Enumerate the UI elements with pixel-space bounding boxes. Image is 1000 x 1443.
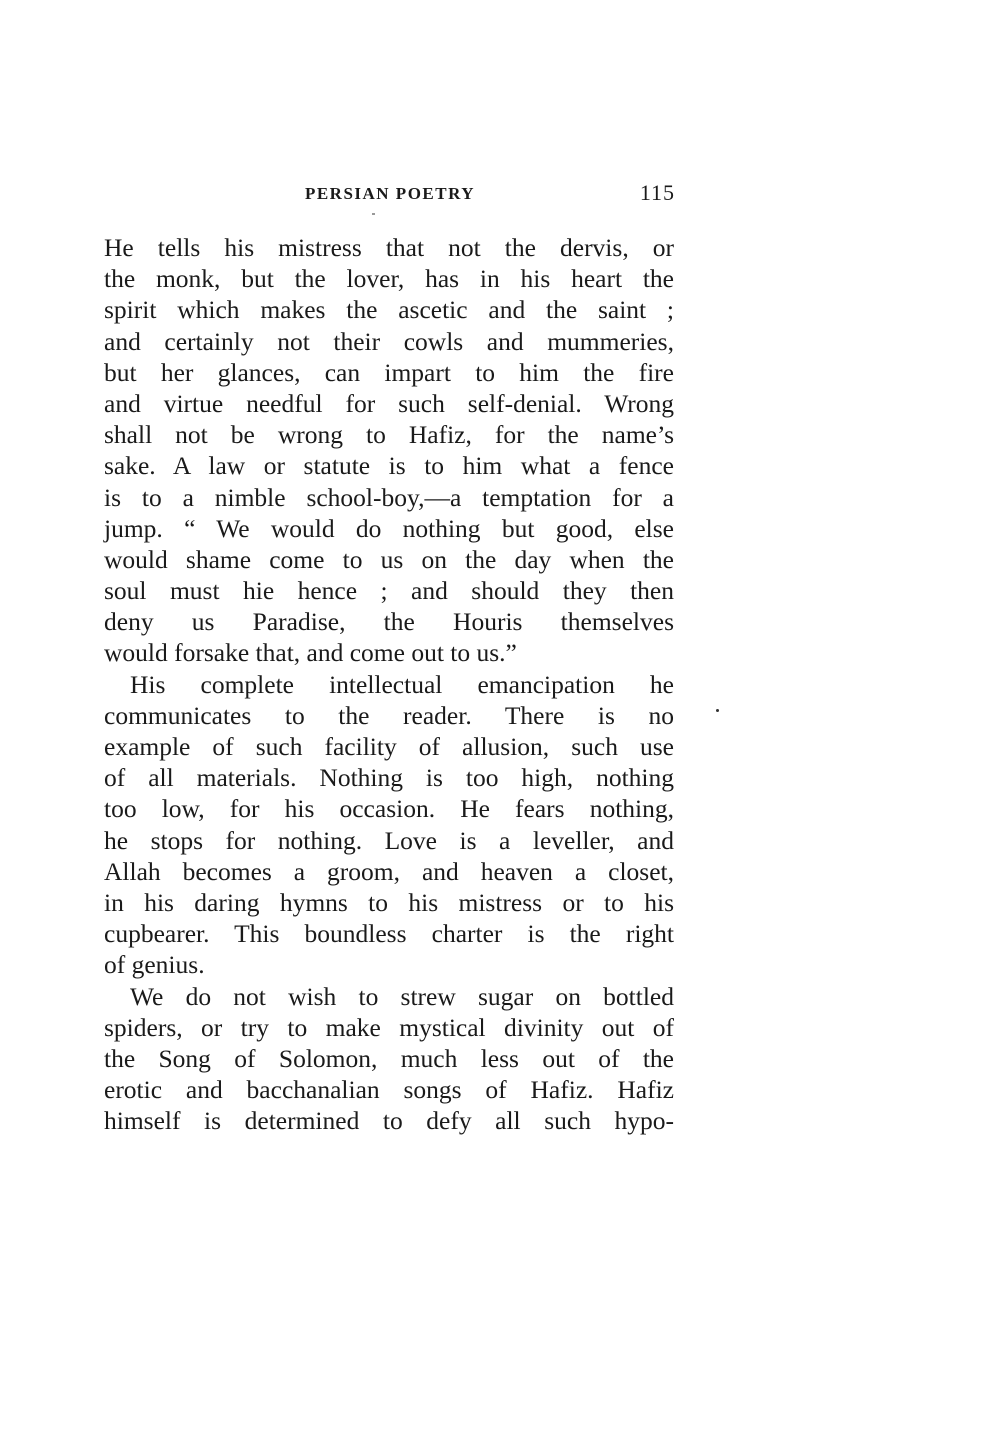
text-line: spirit which makes the ascetic and the saint ; (104, 295, 674, 325)
text-line: Allah becomes a groom, and heaven a closet, (104, 856, 674, 886)
text-line: cupbearer. This boundless charter is the right (104, 919, 674, 949)
text-line: erotic and bacchanalian songs of Hafiz. Hafiz (104, 1075, 674, 1105)
text-line: of genius. (104, 950, 205, 980)
text-line: His complete intellectual emancipation he (130, 669, 674, 699)
text-line: deny us Paradise, the Houris themselves (104, 607, 674, 637)
text-line: sake. A law or statute is to him what a fence (104, 451, 674, 481)
print-speck (716, 709, 719, 712)
text-line: he stops for nothing. Love is a leveller, and (104, 825, 674, 855)
text-line: He tells his mistress that not the dervis, or (104, 233, 674, 262)
text-line: jump. “ We would do nothing but good, else (104, 513, 674, 543)
text-line: soul must hie hence ; and should they then (104, 576, 674, 606)
text-line: but her glances, can impart to him the fire (104, 357, 674, 387)
text-line: in his daring hymns to his mistress or to his (104, 887, 674, 917)
text-line: and certainly not their cowls and mummeries, (104, 326, 674, 356)
text-line: would forsake that, and come out to us.” (104, 638, 517, 668)
text-line: himself is determined to defy all such hypo- (104, 1106, 674, 1136)
text-line: spiders, or try to make mystical divinity out of (104, 1012, 674, 1042)
text-line: of all materials. Nothing is too high, nothing (104, 763, 674, 793)
body-text (104, 232, 674, 1136)
text-line: communicates to the reader. There is no (104, 700, 674, 730)
text-line: We do not wish to strew sugar on bottled (130, 981, 674, 1011)
text-line: shall not be wrong to Hafiz, for the name’s (104, 420, 674, 450)
page-number: 115 (639, 180, 675, 205)
running-title: PERSIAN POETRY (304, 184, 476, 203)
text-line: and virtue needful for such self-denial. Wrong (104, 388, 674, 418)
print-speck (372, 213, 375, 215)
text-line: example of such facility of allusion, such use (104, 732, 674, 761)
text-line: is to a nimble school-boy,—a temptation for a (104, 482, 674, 512)
paragraph-1 (104, 232, 674, 669)
paragraph-2 (104, 669, 674, 981)
text-line: would shame come to us on the day when the (104, 544, 674, 574)
paragraph-3 (104, 981, 674, 1137)
running-head (105, 180, 675, 210)
text-line: the monk, but the lover, has in his heart the (104, 264, 674, 294)
text-line: too low, for his occasion. He fears nothing, (104, 794, 674, 824)
text-line: the Song of Solomon, much less out of the (104, 1043, 674, 1073)
